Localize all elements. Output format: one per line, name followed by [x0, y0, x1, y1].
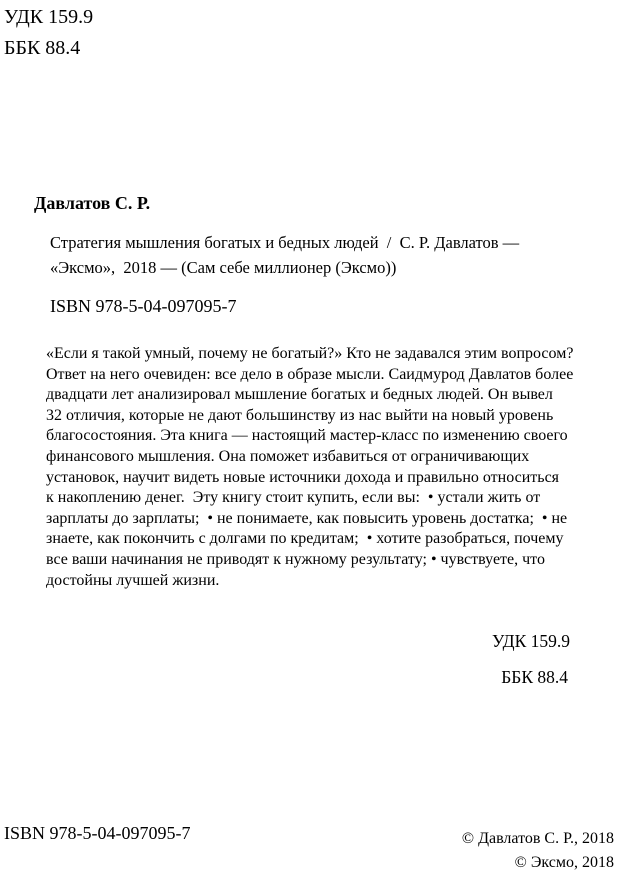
bibliographic-line-publisher: «Эксмо», 2018 — (Сам себе миллионер (Эксмо)): [50, 258, 397, 277]
author-name: Давлатов С. Р.: [34, 193, 151, 213]
annotation-line: знаете, как покончить с долгами по кредитам; • хотите разобраться, почему: [46, 530, 564, 548]
isbn-number: ISBN 978-5-04-097095-7: [50, 296, 237, 316]
annotation-line: финансового мышления. Она поможет избавиться от ограничивающих: [46, 447, 530, 465]
annotation-line: установок, научит видеть новые источники дохода и правильно относиться: [46, 468, 560, 486]
annotation-line: благосостояния. Эта книга — настоящий мастер-класс по изменению своего: [46, 427, 568, 445]
copyright-author: © Давлатов С. Р., 2018: [461, 830, 614, 847]
copyright-publisher: © Эксмо, 2018: [514, 854, 614, 871]
classification-bbk: ББК 88.4: [501, 667, 568, 687]
bibliographic-line-title: Стратегия мышления богатых и бедных людей / С. Р. Давлатов —: [50, 233, 520, 252]
annotation-line: «Если я такой умный, почему не богатый?» Кто не задавался этим вопросом?: [46, 345, 574, 362]
footer-isbn: ISBN 978-5-04-097095-7: [4, 823, 191, 843]
classification-udk: УДК 159.9: [492, 631, 570, 651]
annotation-line: 32 отличия, которые не дают большинству из нас выйти на новый уровень: [46, 406, 554, 424]
bibliographic-description: [50, 230, 519, 280]
annotation-line: к накоплению денег. Эту книгу стоит купить, если вы: • устали жить от: [46, 489, 541, 507]
annotation-line: двадцати лет анализировал мышление богатых и бедных людей. Он вывел: [46, 386, 553, 404]
book-annotation: [46, 344, 618, 591]
annotation-line: достойны лучшей жизни.: [46, 571, 220, 589]
annotation-line: Ответ на него очевиден: все дело в образе мысли. Саидмурод Давлатов более: [46, 365, 574, 383]
copyright-block: [462, 827, 614, 875]
annotation-line: все ваши начинания не приводят к нужному результату; • чувствуете, что: [46, 550, 545, 568]
classification-codes-right: [492, 623, 570, 695]
header-bbk: ББК 88.4: [4, 37, 81, 59]
annotation-line: зарплаты до зарплаты; • не понимаете, как повысить уровень достатка; • не: [46, 509, 568, 527]
header-classification-codes: [4, 2, 93, 64]
header-udk: УДК 159.9: [4, 6, 94, 28]
